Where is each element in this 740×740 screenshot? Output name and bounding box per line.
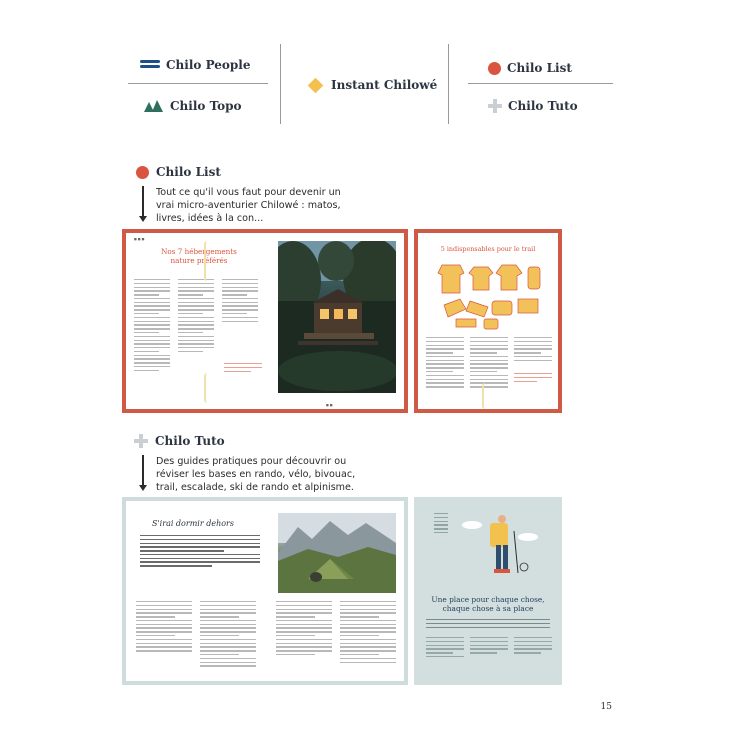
red-note <box>224 363 262 374</box>
legend-divider <box>280 44 281 124</box>
down-arrow-icon <box>142 186 144 219</box>
red-note <box>514 373 552 384</box>
magazine-spread-hebergements <box>122 229 408 413</box>
intro-text <box>426 619 550 630</box>
mountains-icon <box>144 100 164 112</box>
diamond-icon <box>308 77 324 93</box>
legend-chilo-people <box>140 58 251 72</box>
hiker-illustration <box>454 511 544 581</box>
text-column <box>200 601 256 669</box>
text-column <box>340 601 396 665</box>
magazine-page-rangement <box>414 497 562 685</box>
section-description <box>156 455 355 494</box>
gutter-mark <box>204 241 210 281</box>
description-line: réviser les bases en rando, vélo, bivouac, <box>156 469 356 480</box>
description-line: Tout ce qu'il vous faut pour devenir un <box>156 187 341 198</box>
text-column <box>470 637 508 656</box>
cabin-illustration <box>278 241 396 393</box>
description-line: Des guides pratiques pour découvrir ou <box>156 456 347 467</box>
waves-icon <box>140 60 160 70</box>
folio: ■ ■ ■ <box>134 237 145 241</box>
down-arrow-icon <box>142 455 144 488</box>
legend-label: Chilo Tuto <box>508 99 578 113</box>
text-column <box>136 601 192 654</box>
spread-title <box>144 247 254 265</box>
section-description <box>156 186 341 225</box>
legend-divider <box>448 44 449 124</box>
text-column <box>470 337 508 390</box>
category-legend <box>128 44 618 128</box>
spread-title: 5 indispensables pour le trail <box>440 245 536 253</box>
title-line: nature préférés <box>170 256 228 265</box>
legend-instant-chilowe <box>306 78 437 92</box>
section-title: Chilo List <box>156 165 221 179</box>
folio: ■ ■ <box>326 403 333 407</box>
magazine-spread-dormir-dehors <box>122 497 408 685</box>
legend-label: Chilo List <box>507 61 572 75</box>
page-number: 15 <box>600 702 612 712</box>
title-line: Nos 7 hébergements <box>161 247 237 256</box>
text-column <box>514 637 552 656</box>
section-header-chilo-list <box>136 165 221 179</box>
legend-divider <box>128 83 268 84</box>
cabin-photo <box>278 241 396 393</box>
text-column <box>134 279 170 374</box>
red-dot-icon <box>488 62 501 75</box>
plus-icon <box>488 99 502 113</box>
tent-photo <box>278 513 396 593</box>
text-column <box>426 637 464 660</box>
trail-gear-illustration <box>436 261 544 333</box>
text-column <box>276 601 332 658</box>
dotted-list <box>434 513 448 536</box>
gutter-mark <box>482 383 488 409</box>
magazine-page-trail <box>414 229 562 413</box>
text-column <box>514 337 552 363</box>
tent-illustration <box>278 513 396 593</box>
description-line: vrai micro-aventurier Chilowé : matos, <box>156 200 341 211</box>
legend-chilo-topo <box>144 99 242 113</box>
text-column <box>426 337 464 390</box>
section-title: Chilo Tuto <box>155 434 225 448</box>
legend-label: Instant Chilowé <box>331 78 438 92</box>
section-header-chilo-tuto <box>134 434 225 448</box>
legend-divider <box>468 83 613 84</box>
spread-title: S'irai dormir dehors <box>152 519 234 528</box>
description-line: trail, escalade, ski de rando et alpinisme. <box>156 482 354 493</box>
text-column <box>178 279 214 355</box>
text-column <box>222 279 258 324</box>
legend-label: Chilo Topo <box>170 99 242 113</box>
intro-text <box>140 535 260 569</box>
title-line: Une place pour chaque chose, <box>431 595 545 604</box>
legend-label: Chilo People <box>166 58 251 72</box>
spread-title <box>420 595 556 613</box>
legend-chilo-list <box>488 61 572 75</box>
title-line: chaque chose à sa place <box>442 604 534 613</box>
gutter-mark <box>204 373 210 403</box>
red-dot-icon <box>136 166 149 179</box>
plus-icon <box>134 434 148 448</box>
description-line: livres, idées à la con... <box>156 213 264 224</box>
legend-chilo-tuto <box>488 99 578 113</box>
